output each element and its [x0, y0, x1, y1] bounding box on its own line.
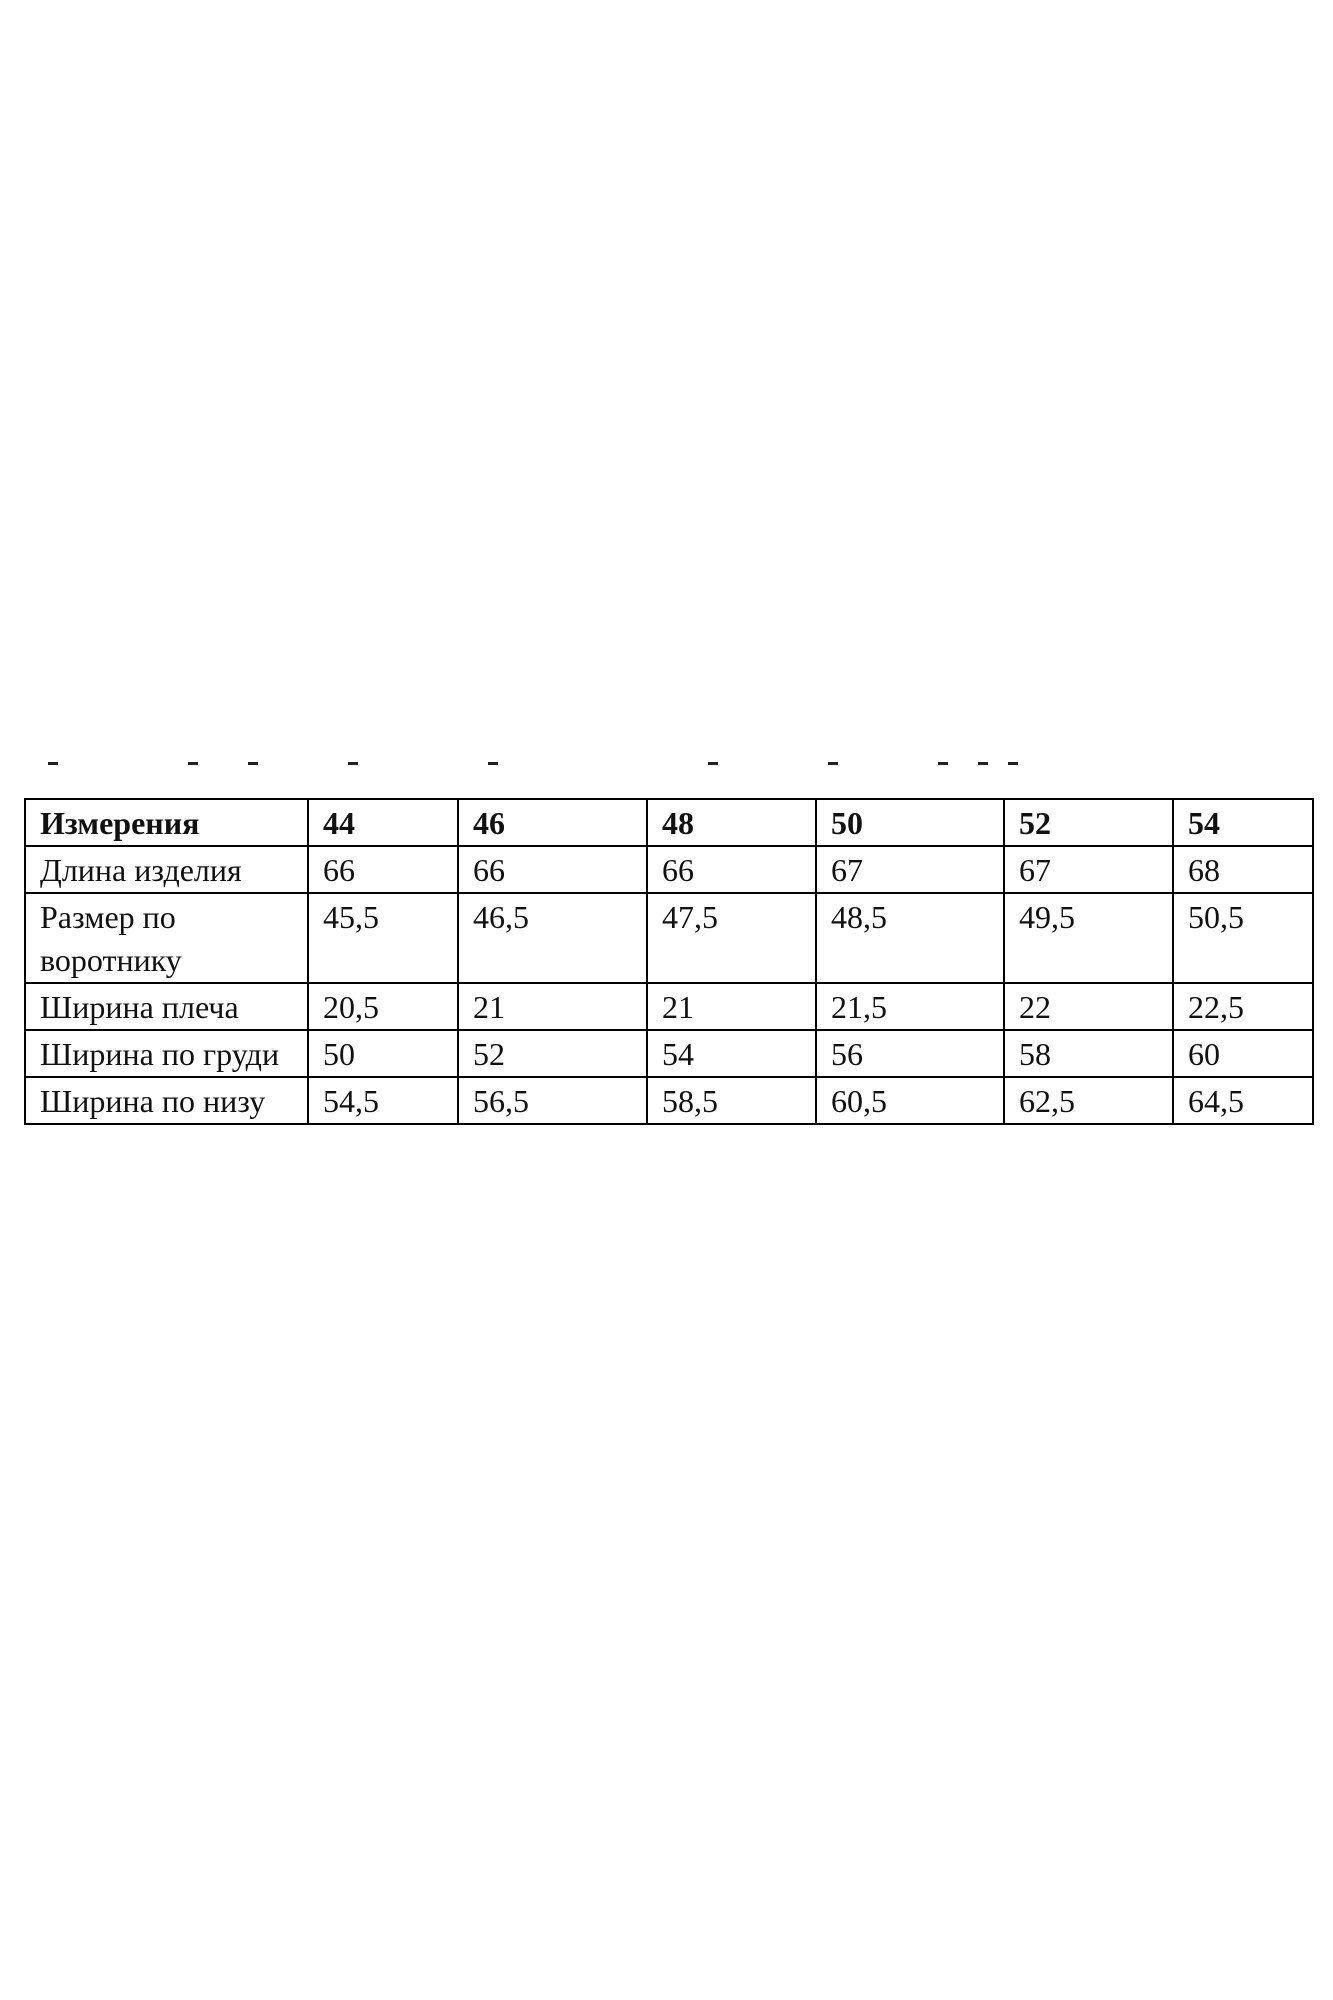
table-cell: 60,5 [816, 1077, 1004, 1124]
table-cell: 60 [1173, 1030, 1313, 1077]
table-cell: 48,5 [816, 893, 1004, 983]
table-cell: 52 [458, 1030, 647, 1077]
header-size-50: 50 [816, 799, 1004, 846]
table-cell: 21 [647, 983, 816, 1030]
table-cell: 49,5 [1004, 893, 1173, 983]
row-label: Размер по воротнику [25, 893, 308, 983]
table-row [25, 983, 1313, 1030]
row-label: Ширина плеча [25, 983, 308, 1030]
table-row [25, 893, 1313, 983]
table-cell: 67 [816, 846, 1004, 893]
row-label: Ширина по низу [25, 1077, 308, 1124]
table-cell: 21,5 [816, 983, 1004, 1030]
table-cell: 66 [647, 846, 816, 893]
table-cell: 64,5 [1173, 1077, 1313, 1124]
table-header-row [25, 799, 1313, 846]
table-cell: 50,5 [1173, 893, 1313, 983]
table-cell: 67 [1004, 846, 1173, 893]
table-cell: 58 [1004, 1030, 1173, 1077]
table-row [25, 846, 1313, 893]
header-size-52: 52 [1004, 799, 1173, 846]
table-cell: 21 [458, 983, 647, 1030]
header-measurements: Измерения [25, 799, 308, 846]
table-cell: 47,5 [647, 893, 816, 983]
table-cell: 22 [1004, 983, 1173, 1030]
row-label: Ширина по груди [25, 1030, 308, 1077]
table-cell: 46,5 [458, 893, 647, 983]
table-cell: 56 [816, 1030, 1004, 1077]
table-row [25, 1030, 1313, 1077]
table-cell: 22,5 [1173, 983, 1313, 1030]
table-cell: 58,5 [647, 1077, 816, 1124]
table-cell: 56,5 [458, 1077, 647, 1124]
table-cell: 54,5 [308, 1077, 458, 1124]
table-cell: 66 [458, 846, 647, 893]
header-size-48: 48 [647, 799, 816, 846]
table-cell: 66 [308, 846, 458, 893]
size-table [24, 798, 1314, 1125]
table-cell: 54 [647, 1030, 816, 1077]
row-label: Длина изделия [25, 846, 308, 893]
table-cell: 20,5 [308, 983, 458, 1030]
header-size-46: 46 [458, 799, 647, 846]
table-cell: 50 [308, 1030, 458, 1077]
table-cell: 62,5 [1004, 1077, 1173, 1124]
table-cell: 45,5 [308, 893, 458, 983]
header-size-54: 54 [1173, 799, 1313, 846]
header-size-44: 44 [308, 799, 458, 846]
cropped-text-line [48, 758, 1028, 768]
table-row [25, 1077, 1313, 1124]
table-cell: 68 [1173, 846, 1313, 893]
